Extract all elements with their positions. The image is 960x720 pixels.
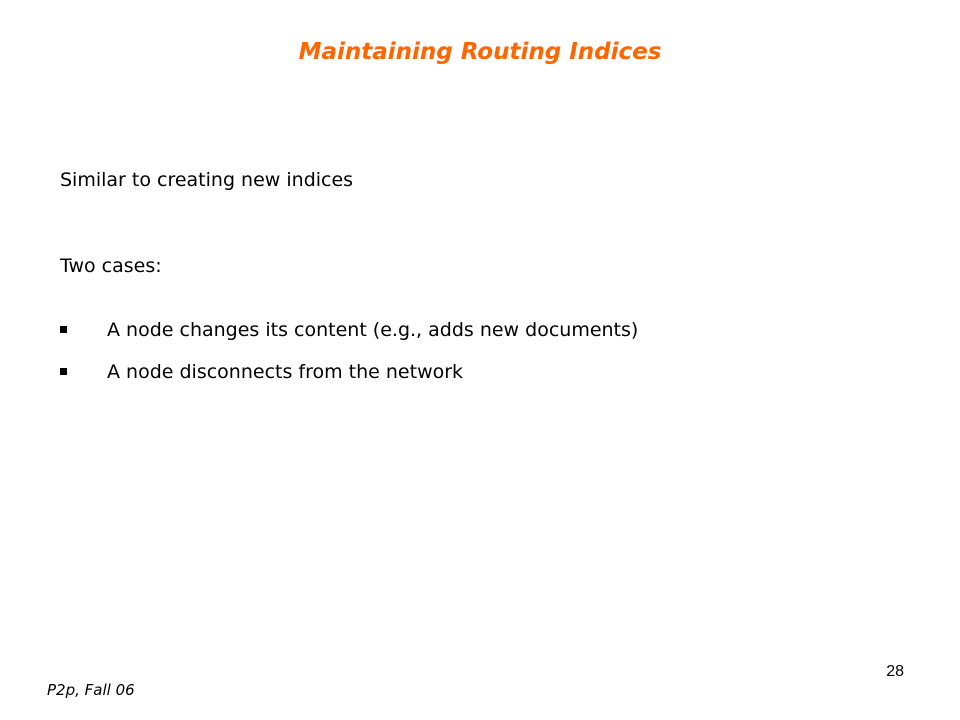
bullet-text: A node changes its content (e.g., adds new documents) (107, 319, 639, 341)
slide-title: Maintaining Routing Indices (298, 39, 662, 65)
footer-course-label: P2p, Fall 06 (47, 681, 135, 699)
square-bullet-icon (60, 326, 67, 333)
cases-heading: Two cases: (60, 255, 162, 277)
intro-text: Similar to creating new indices (60, 169, 354, 191)
square-bullet-icon (60, 368, 67, 375)
page-number: 28 (886, 663, 904, 680)
bullet-text: A node disconnects from the network (107, 361, 464, 383)
